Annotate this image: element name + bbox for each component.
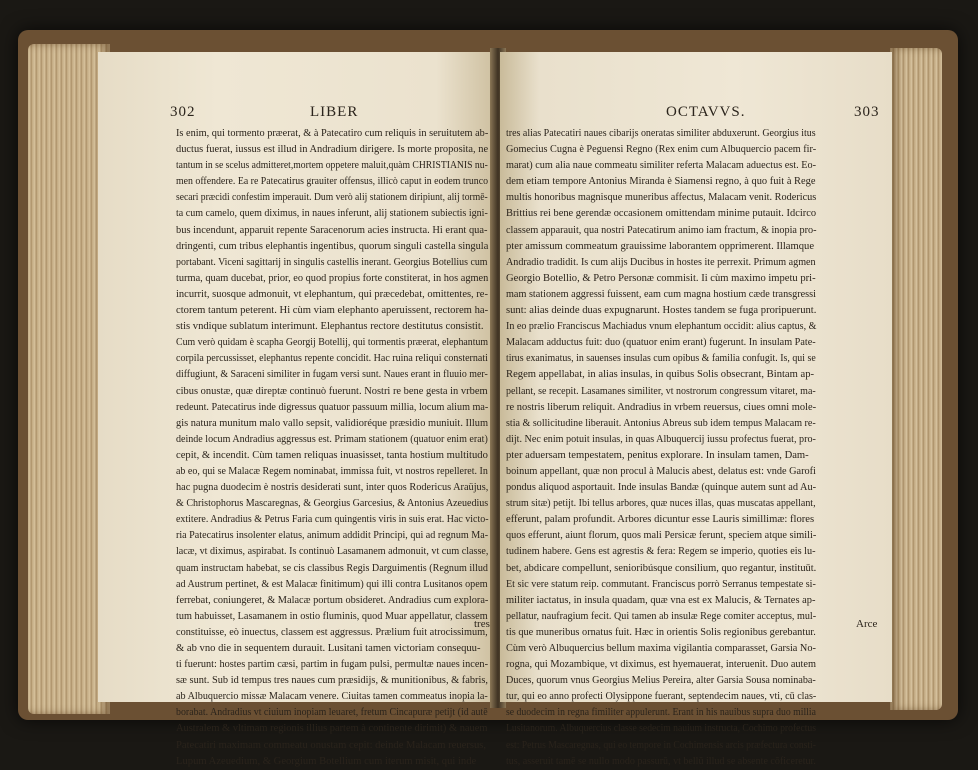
text-line: portabant. Viceni sagittarij in singulis castellis inerant. Georgius Botellius cum bbox=[176, 256, 488, 268]
text-line: Georgio Botellio, & Petro Personæ commisit. Ii cùm maximo impetu pri- bbox=[506, 272, 816, 284]
text-line: Malacam adductus fuit: duo (quatuor enim erant) fugerunt. In insulam Pate- bbox=[506, 337, 816, 349]
text-line: strum sitæ) petijt. Ibi tellus arbores, quæ nuces illas, quas muscatas appellant, bbox=[506, 498, 816, 510]
text-line: gis natura munitum malo vallo sepsit, validioréque præsidio muniuit. Illum bbox=[176, 417, 489, 429]
text-line: Is enim, qui tormento præerat, & à Patecatiro cum reliquis in seruitutem ab- bbox=[176, 128, 489, 139]
book bbox=[18, 30, 958, 767]
text-line: tirus exanimatus, in sauenses insulas cum opibus & familia confugit. Is, qui se bbox=[506, 353, 816, 365]
text-line: pter amissum commeatum grauissime laborantem opprimerent. Illamque bbox=[506, 240, 815, 252]
text-line: Gomecius Cugna è Peguensi Regno (Rex enim cum Albuquercio pacem fir- bbox=[506, 144, 817, 156]
text-line: classem apparauit, qua nostri Patecatirum animo iam fractum, & inopia pro- bbox=[506, 224, 817, 236]
text-line: men offendere. Ea re Patecatirus grauiter offensus, illicò caput in eodem trunco bbox=[176, 176, 488, 188]
text-line: Duces, quorum vnus Georgius Melius Pereira, alter Garsia Sousa nominaba- bbox=[506, 675, 816, 687]
text-line: Australem & vltimam regionis illius partem à continente dirimit) & nauem bbox=[176, 723, 488, 735]
text-line: pondus aliquod asportauit. Inde insulas Bandæ (quinque autem sunt ad Au- bbox=[506, 482, 817, 494]
text-line: Lupum Azeuedium, & Georgium Botellium cum iterum misit, qui inde bbox=[176, 755, 477, 767]
text-line: corpila percussisset, elephantus repente concidit. Hac ruina reliqui consternati bbox=[176, 353, 488, 365]
text-line: In eo prælio Franciscus Machiadus vnum elephantum occidit: alius captus, & bbox=[506, 321, 817, 333]
text-line: redeunt. Patecatirus inde digressus quatuor passuum millia, locum alium ma- bbox=[176, 401, 489, 413]
left-page-number: 302 bbox=[170, 104, 196, 120]
text-line: est: Petrus Mascaregnas, qui eo tempore in Cochimensis arcis præfectura consti- bbox=[506, 739, 816, 751]
text-line: incurrit, suosque admonuit, vt elephantum, qui præcedebat, omittentes, re- bbox=[176, 288, 488, 300]
text-line: ti fuerunt: hostes partim cæsi, partim in fugam pulsi, permultæ naues incen- bbox=[176, 659, 489, 671]
text-line: ab Albuquercio missæ Malacam venere. Ciuitas tamen commeatus inopia la- bbox=[176, 691, 488, 703]
text-line: Cum verò quidam è scapha Georgij Botellij, qui tormentis præerat, elephantum bbox=[176, 337, 489, 349]
text-line: dem etiam tempore Antonius Miranda è Siamensi regno, à quo fuit à Rege bbox=[506, 176, 816, 188]
text-line: stis vndique sublatum interimunt. Elephantus rectore destitutus consistit. bbox=[176, 321, 484, 333]
text-line: marat) cum alia naue commeatu similiter referta Malacam aduectus est. Eo- bbox=[506, 160, 816, 172]
text-line: Andradio tradidit. Is cum alijs Ducibus in hostes ite perrexit. Primum agmen bbox=[506, 256, 816, 268]
text-line: ductus fuerat, iussus est illud in Andradium dirigere. Is morte proposita, ne bbox=[176, 144, 489, 156]
text-line: & Christophorus Mascaregnas, & Georgius Garcesius, & Antonius Azeuedius bbox=[176, 498, 489, 510]
text-line: tum habuisset, Lasamanem in ostio fluminis, quod Muar appellatur, classem bbox=[176, 610, 488, 622]
text-line: ria Patecatirus insolenter elatus, animum addidit Principi, qui ad regnum Ma- bbox=[176, 530, 489, 542]
right-page bbox=[500, 52, 892, 767]
left-text-block bbox=[176, 126, 520, 770]
left-page bbox=[98, 52, 496, 767]
text-line: lacæ, vt diximus, aspirabat. Is continuò Lasamanem admonuit, vt cum classe, bbox=[176, 546, 489, 558]
left-running-head: LIBER bbox=[310, 104, 359, 120]
text-line: diffugiunt, & Saraceni similiter in fugam versi sunt. Naues erant in fluuio mer- bbox=[176, 369, 488, 381]
text-line: pellatur, naufragium fecit. Qui tamen ab insulæ Rege comiter acceptus, mul- bbox=[506, 610, 817, 622]
text-line: cepit, & incendit. Cùm tamen reliquas inuasisset, tanta hostium multitudo bbox=[176, 449, 488, 461]
text-line: turma, quam ducebat, prior, eo quod propius forte constiterat, in hos agmen bbox=[176, 272, 489, 284]
text-line: Et sic vere statum reip. commutant. Franciscus porrò Serranus tempestate si- bbox=[506, 578, 816, 590]
text-line: efferunt, palam profundit. Arbores dicuntur esse Lauris simillimæ: flores bbox=[506, 514, 815, 526]
right-page-number: 303 bbox=[854, 104, 880, 120]
right-catchword: Arce bbox=[856, 618, 878, 630]
text-line: re nostris liberum reliquit. Andradius in vrbem reuersus, ciues omni mole- bbox=[506, 401, 817, 413]
text-line: ab eo, qui se Malacæ Regem nominabat, immissa fuit, vt nostros repelleret. In bbox=[176, 465, 488, 477]
text-line: borabat. Andradius vt ciuium inopiam leuaret, fretum Cincapuræ petijt (id autē bbox=[176, 707, 488, 719]
right-text-block bbox=[506, 126, 847, 770]
text-line: Patecatiri maximam commeatu onustam cepit: deinde Malacam reuersus, bbox=[176, 739, 487, 751]
text-line: stia & sollicitudine liberauit. Antonius Abreus sub idem tempus Malacam re- bbox=[506, 417, 816, 429]
right-fore-edge bbox=[890, 48, 942, 710]
text-line: boinum appellant, quæ non procul à Malucis abest, delatus est: vnde Garofi bbox=[506, 465, 816, 477]
text-line: constituisse, eò inuectus, classem est aggressus. Prælium fuit atrocissimum, bbox=[176, 626, 488, 638]
text-line: Cùm verò Albuquercius bellum maxima vigilantia comparasset, Garsia No- bbox=[506, 643, 816, 654]
text-line: bet, abdicare compellunt, senioribúsque consilium, quo regantur, instituūt. bbox=[506, 562, 817, 574]
text-line: Brittius rei bene gerendæ occasionem omittendam minime putauit. Idcirco bbox=[506, 208, 817, 220]
text-line: sunt: alias deinde duas expugnarunt. Hostes tandem se fuga proripuerunt. bbox=[506, 305, 817, 317]
text-line: ad Austrum pertinet, & est Malacæ finitimum) qui illi contra Lusitanos opem bbox=[176, 578, 488, 590]
left-catchword: tres bbox=[474, 618, 490, 630]
text-line: ctorem tantum peterent. Hi cùm viam elephanto aperuissent, rectorem ha- bbox=[176, 305, 489, 317]
text-line: pter aduersam tempestatem, penitus explorare. In insulam tamen, Dam- bbox=[506, 449, 809, 461]
text-line: tur, qui eo anno profecti Olysippone fuerant, septendecim naues, vti, cū clas- bbox=[506, 691, 817, 703]
text-line: quos efferunt, aiunt florum, quos mali Persicæ ferunt, speciem atque simili- bbox=[506, 530, 817, 542]
text-line: tudinem habere. Gens est agrestis & fera: Regem se imperio, quoties eis lu- bbox=[506, 546, 816, 558]
text-line: tus, asseruit tamē se nullo modo passurū, vt bellū illud se absente cōficeretur. bbox=[506, 755, 816, 767]
text-line: dringenti, cum tribus elephantis ingentibus, quorum singuli castella singula bbox=[176, 240, 489, 252]
text-line: ta cum camelo, quem diximus, in naues inferunt, alij stationem subiectis igni- bbox=[176, 208, 488, 220]
text-line: tis que muneribus ornatus fuit. Hæc in orientis Solis regionibus gerebantur. bbox=[506, 626, 816, 638]
text-line: & ab vno die in sequentem durauit. Lusitani tamen victoriam consequu- bbox=[176, 643, 481, 654]
text-line: bus incendunt, apparuit repente Saracenorum acies instructa. Hi erant qua- bbox=[176, 224, 488, 236]
text-line: militer iactatus, in insula quadam, quæ vna est ex Malucis, & Ternates ap- bbox=[506, 594, 816, 606]
text-line: tantum in se scelus admitteret,mortem oppetere maluit,quàm CHRISTIANIS nu- bbox=[176, 160, 488, 172]
text-line: ferrebat, coniungeret, & Malacæ portum obsideret. Andradius cum explora- bbox=[176, 594, 489, 606]
right-running-head: OCTAVVS. bbox=[666, 104, 746, 120]
text-line: rogna, qui Mozambique, vt diximus, est hyemauerat, interuenit. Duo autem bbox=[506, 659, 816, 671]
text-line: mam stationem aggressi fuissent, eam cum magna hostium cæde transgressi bbox=[506, 288, 816, 300]
text-line: Lusitanorum. Albuquercius classe sedecim nauium instructa, Cochimo profectus bbox=[506, 723, 816, 735]
text-line: hac pugna duodecim è nostris desiderati sunt, inter quos Rodericus Araüjus, bbox=[176, 482, 489, 494]
text-line: deinde locum Andradius aggressus est. Primam stationem (quatuor enim erat) bbox=[176, 433, 488, 445]
text-line: Regem appellabat, in alias insulas, in quibus Solis obsecrant, Bintam ap- bbox=[506, 369, 815, 381]
text-line: extitere. Andradius & Petrus Faria cum quingentis viris in suis erat. Hac victo- bbox=[176, 514, 489, 526]
text-line: pellant, se recepit. Lasamanes similiter, vt nostrorum congressum vitaret, ma- bbox=[506, 385, 816, 397]
text-line: secari præcidi confestim imperauit. Dum verò alij stationem diripiunt, alij tormē- bbox=[176, 192, 488, 204]
text-line: sæ sunt. Sub id tempus tres naues cum præsidijs, & munitionibus, & fabris, bbox=[176, 675, 488, 687]
text-line: tres alias Patecatiri naues cibarijs oneratas similiter abduxerunt. Georgius itus bbox=[506, 128, 816, 139]
text-line: multis honoribus magnisque muneribus affectus, Malacam venit. Rodericus bbox=[506, 192, 817, 204]
text-line: quam instructam habebat, se cis classibus Regis Darguimentis (Regnum illud bbox=[176, 562, 488, 574]
text-line: se duodecim in regna fimiliter appulerunt. Erant in his nauibus supra duo millia bbox=[506, 707, 816, 719]
text-line: dijt. Nec enim potuit insulas, in quas Albuquercij iussu profectus fuerat, pro- bbox=[506, 433, 816, 445]
text-line: cibus onustæ, quæ direptæ continuò fuerunt. Nostri re bene gesta in vrbem bbox=[176, 385, 488, 397]
